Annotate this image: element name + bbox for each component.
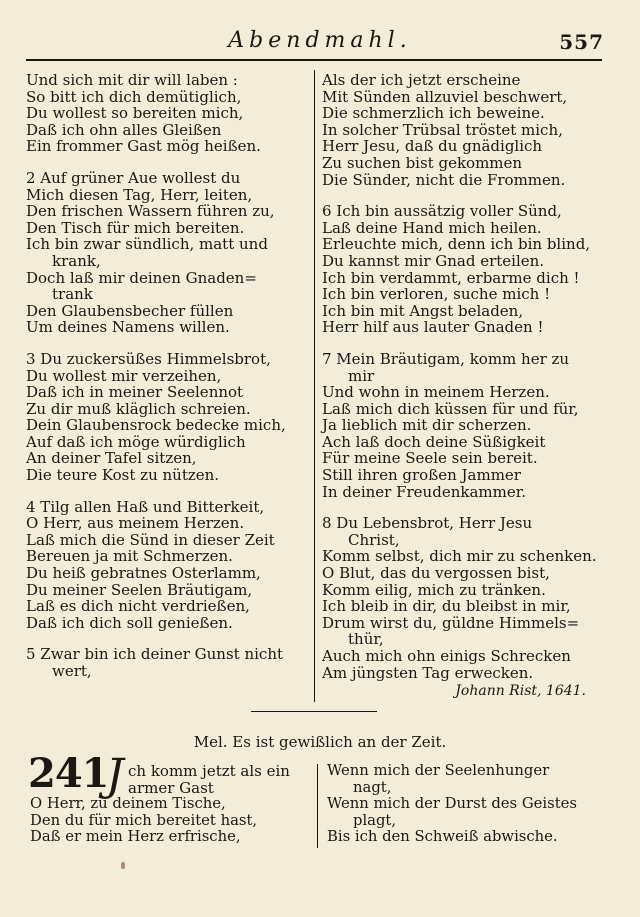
- melody-line: Mel. Es ist gewißlich an der Zeit.: [193, 733, 447, 751]
- stanza: [26, 351, 308, 484]
- verse-line: plagt,: [353, 811, 397, 829]
- verse-line: wert,: [52, 662, 92, 680]
- right-column: [322, 72, 604, 696]
- stanza: [322, 351, 604, 500]
- verse-line: Den Tisch für mich bereiten.: [26, 218, 245, 237]
- verse-line: 4 Tilg allen Haß und Bitterkeit,: [26, 497, 265, 516]
- verse-line: Ja lieblich mit dir scherzen.: [322, 416, 532, 435]
- stanza: [26, 499, 308, 632]
- verse-line: O Blut, das du vergossen bist,: [322, 564, 550, 583]
- verse-line: Du wollest so bereiten mich,: [26, 104, 244, 123]
- hymn-241-head: [128, 763, 314, 796]
- hymn-241-divider: [317, 764, 318, 848]
- verse-line: Als der ich jetzt erscheine: [322, 71, 521, 89]
- verse-line: Zu dir muß kläglich schreien.: [26, 399, 251, 418]
- verse-line: Bereuen ja mit Schmerzen.: [26, 547, 233, 566]
- verse-line: Ich bin verloren, suche mich !: [322, 285, 551, 304]
- verse-line: Du meiner Seelen Bräutigam,: [26, 580, 253, 599]
- verse-line: Dein Glaubensrock bedecke mich,: [26, 416, 286, 435]
- verse-line: Doch laß mir deinen Gnaden=: [26, 268, 257, 287]
- stanza: [26, 646, 308, 679]
- verse-line: Wenn mich der Seelenhunger: [327, 762, 550, 779]
- verse-line: Den du für mich bereitet hast,: [30, 811, 258, 829]
- verse-line: Drum wirst du, güldne Himmels=: [322, 613, 580, 632]
- verse-line: Laß mich die Sünd in dieser Zeit: [26, 530, 275, 549]
- verse-line: 7 Mein Bräutigam, komm her zu: [322, 349, 570, 368]
- verse-line: krank,: [52, 251, 101, 270]
- ink-spot: [121, 862, 125, 869]
- stanza: [322, 515, 604, 681]
- verse-line: thür,: [348, 630, 384, 649]
- verse-line: Ein frommer Gast mög heißen.: [26, 137, 261, 156]
- verse-line: Herr hilf aus lauter Gnaden !: [322, 318, 544, 337]
- header-rule: [26, 59, 602, 61]
- verse-line: Erleuchte mich, denn ich bin blind,: [322, 235, 591, 254]
- verse-line: 8 Du Lebensbrot, Herr Jesu: [322, 514, 533, 533]
- verse-line: In solcher Trübsal tröstet mich,: [322, 120, 563, 139]
- verse-line: Mich diesen Tag, Herr, leiten,: [26, 185, 253, 204]
- verse-line: Herr Jesu, daß du gnädiglich: [322, 137, 543, 156]
- verse-line: Auch mich ohn einigs Schrecken: [322, 647, 571, 665]
- verse-line: Du wollest mir verzeihen,: [26, 366, 222, 385]
- verse-line: Wenn mich der Durst des Geistes: [327, 795, 577, 813]
- verse-line: armer Gast: [128, 778, 214, 797]
- verse-line: Christ,: [348, 530, 400, 549]
- drop-initial: J: [106, 750, 124, 801]
- verse-line: 3 Du zuckersüßes Himmelsbrot,: [26, 349, 271, 368]
- verse-line: O Herr, zu deinem Tische,: [30, 795, 226, 812]
- stanza: [322, 72, 604, 188]
- verse-line: O Herr, aus meinem Herzen.: [26, 514, 245, 533]
- column-divider: [314, 70, 315, 702]
- verse-line: 6 Ich bin aussätzig voller Sünd,: [322, 202, 562, 221]
- stanza: [26, 72, 308, 155]
- verse-line: Ich bleib in dir, du bleibst in mir,: [322, 597, 571, 616]
- verse-line: Und sich mit dir will laben :: [26, 71, 238, 89]
- verse-line: Ich bin verdammt, erbarme dich !: [322, 268, 580, 287]
- verse-line: Die schmerzlich ich beweine.: [322, 104, 545, 123]
- verse-line: Ich bin zwar sündlich, matt und: [26, 235, 268, 254]
- verse-line: 5 Zwar bin ich deiner Gunst nicht: [26, 645, 284, 664]
- verse-line: Komm selbst, dich mir zu schenken.: [322, 547, 597, 566]
- author-attribution: Johann Rist, 1641.: [455, 683, 586, 699]
- verse-line: Daß ich dich soll genießen.: [26, 613, 233, 632]
- verse-line: So bitt ich dich demütiglich,: [26, 87, 242, 106]
- hymn-241-left: [30, 796, 314, 846]
- verse-line: Du heiß gebratnes Osterlamm,: [26, 564, 261, 583]
- verse-line: Mit Sünden allzuviel beschwert,: [322, 87, 568, 106]
- running-title: Abendmahl.: [228, 28, 412, 53]
- verse-line: Den frischen Wassern führen zu,: [26, 202, 275, 221]
- verse-line: Die teure Kost zu nützen.: [26, 466, 220, 485]
- verse-line: Und wohn in meinem Herzen.: [322, 383, 550, 402]
- verse-line: Ich bin mit Angst beladen,: [322, 301, 524, 320]
- page-number: 557: [559, 30, 604, 54]
- verse-line: nagt,: [353, 778, 392, 796]
- verse-line: Komm eilig, mich zu tränken.: [322, 580, 546, 599]
- left-column: [26, 72, 308, 695]
- verse-line: Laß es dich nicht verdrießen,: [26, 597, 250, 616]
- verse-line: Ach laß doch deine Süßigkeit: [322, 432, 546, 451]
- verse-line: Still ihren großen Jammer: [322, 466, 521, 485]
- verse-line: Die Sünder, nicht die Frommen.: [322, 170, 566, 189]
- verse-line: 2 Auf grüner Aue wollest du: [26, 168, 241, 187]
- verse-line: Für meine Seele sein bereit.: [322, 449, 538, 468]
- verse-line: Laß mich dich küssen für und für,: [322, 399, 579, 418]
- verse-line: Zu suchen bist gekommen: [322, 153, 523, 172]
- verse-line: An deiner Tafel sitzen,: [26, 449, 197, 468]
- verse-line: Daß ich in meiner Seelennot: [26, 383, 244, 402]
- verse-line: Daß er mein Herz erfrische,: [30, 828, 241, 846]
- verse-line: Daß ich ohn alles Gleißen: [26, 120, 222, 139]
- hymn-number: 241: [28, 750, 109, 797]
- verse-line: mir: [348, 366, 375, 385]
- hymn-241-right: [327, 763, 617, 846]
- verse-line: Bis ich den Schweiß abwische.: [327, 828, 558, 846]
- verse-line: Auf daß ich möge würdiglich: [26, 432, 246, 451]
- section-rule: [251, 711, 377, 712]
- verse-line: Um deines Namens willen.: [26, 318, 230, 337]
- verse-line: Am jüngsten Tag erwecken.: [322, 663, 534, 682]
- verse-line: Du kannst mir Gnad erteilen.: [322, 251, 545, 270]
- stanza: [322, 203, 604, 336]
- stanza: [26, 170, 308, 336]
- verse-line: In deiner Freudenkammer.: [322, 482, 527, 501]
- verse-line: Laß deine Hand mich heilen.: [322, 218, 542, 237]
- verse-line: Den Glaubensbecher füllen: [26, 301, 234, 320]
- verse-line: trank: [52, 285, 93, 304]
- verse-line: ch komm jetzt als ein: [128, 762, 290, 780]
